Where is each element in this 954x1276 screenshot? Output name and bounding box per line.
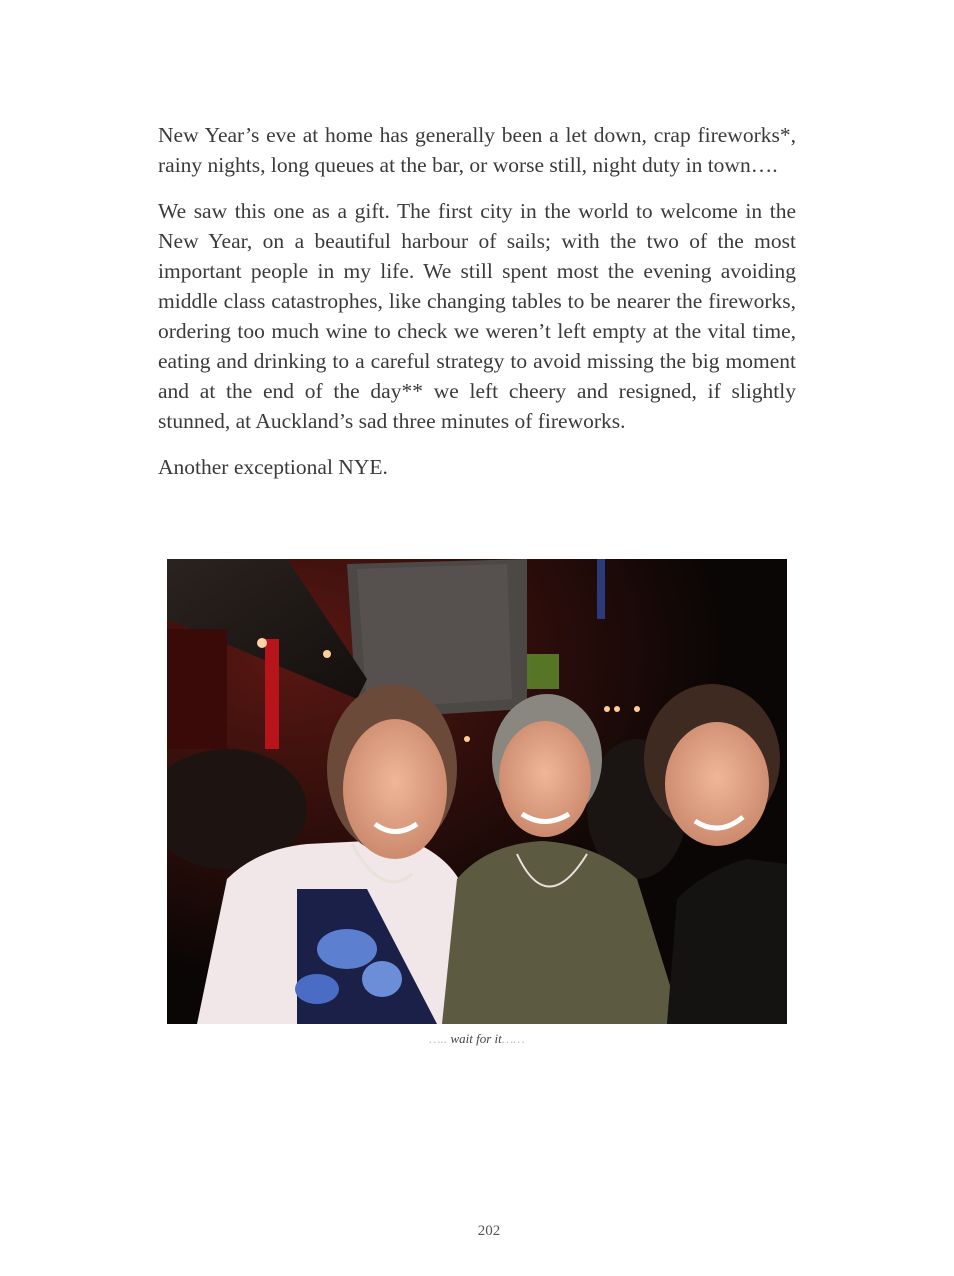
paragraph-2: We saw this one as a gift. The first city in the world to welcome in the New Year, on a beautiful harbour of sails; with the two of the most important people in my life. We still spent most the evening avoiding middle class catastrophes, like changing tables to be nearer the fireworks, ordering too much wine to check we weren’t left empty at the vital time, eating and drinking to a careful strategy to avoid missing the big moment and at the end of the day** we left cheery and resigned, if slightly stunned, at Auckland’s sad three minutes of fireworks. <box>158 199 796 433</box>
body-text <box>158 120 796 498</box>
page-number: 202 <box>477 1223 501 1239</box>
caption-text: wait for it <box>447 1031 502 1046</box>
paragraph-1: New Year’s eve at home has generally been a let down, crap fireworks*, rainy nights, long queues at the bar, or worse still, night duty in town…. <box>158 123 796 177</box>
paragraph-3: Another exceptional NYE. <box>158 455 388 479</box>
photo-caption <box>167 1031 787 1047</box>
caption-trailing-dots: …… <box>501 1031 525 1046</box>
caption-leading-dots: ….. <box>429 1031 448 1046</box>
photo-three-women-nye <box>167 559 787 1024</box>
